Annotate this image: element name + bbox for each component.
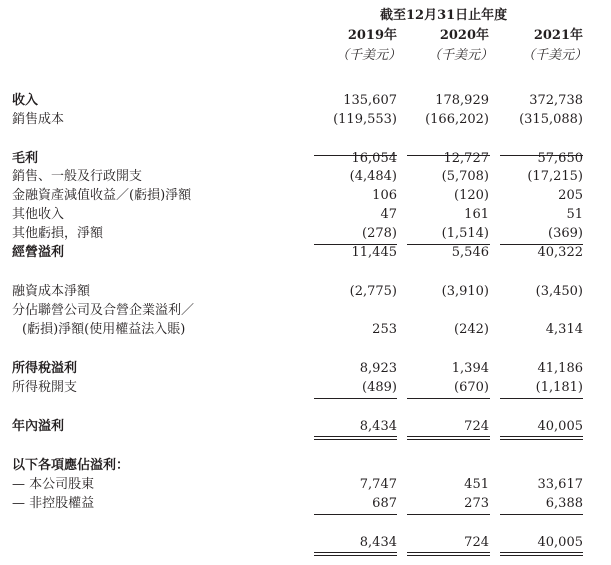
row-value: (3,910) bbox=[441, 284, 489, 299]
row-value: 8,923 bbox=[359, 361, 397, 376]
row-label-finance-costs: 融資成本淨額 bbox=[12, 284, 91, 299]
row-value: 106 bbox=[372, 188, 397, 203]
total-double-rule bbox=[314, 439, 397, 440]
row-value: 687 bbox=[372, 496, 397, 511]
row-value: (489) bbox=[362, 380, 397, 395]
row-value: 724 bbox=[464, 535, 489, 550]
total-double-rule bbox=[407, 436, 490, 437]
row-value: 1,394 bbox=[451, 361, 489, 376]
total-double-rule bbox=[314, 552, 397, 553]
row-value: 40,005 bbox=[537, 535, 583, 550]
row-label-operating-profit: 經營溢利 bbox=[12, 245, 65, 260]
row-label-share-of-associates-line2: (虧損)淨額(使用權益法入賬) bbox=[22, 322, 186, 337]
row-value: 451 bbox=[464, 477, 489, 492]
row-value: 33,617 bbox=[537, 477, 583, 492]
row-value: 135,607 bbox=[343, 93, 397, 108]
total-double-rule bbox=[500, 552, 583, 553]
row-value: (4,484) bbox=[349, 169, 397, 184]
row-label-income-tax: 所得稅開支 bbox=[12, 380, 78, 395]
row-value: 40,322 bbox=[537, 245, 583, 260]
total-double-rule bbox=[407, 439, 490, 440]
row-value: (1,181) bbox=[535, 380, 583, 395]
row-value: 253 bbox=[372, 322, 397, 337]
row-value: 41,186 bbox=[537, 361, 583, 376]
total-double-rule bbox=[314, 555, 397, 556]
row-label-shareholders: — 本公司股東 bbox=[12, 477, 95, 492]
subtotal-rule bbox=[314, 514, 397, 515]
row-value: (369) bbox=[548, 226, 583, 241]
total-double-rule bbox=[407, 552, 490, 553]
total-double-rule bbox=[500, 439, 583, 440]
row-value: 205 bbox=[558, 188, 583, 203]
row-value: (119,553) bbox=[333, 112, 397, 127]
row-value: (315,088) bbox=[519, 112, 583, 127]
subtotal-rule bbox=[314, 398, 397, 399]
row-label-gross-profit: 毛利 bbox=[12, 151, 39, 166]
row-label-cost-of-sales: 銷售成本 bbox=[12, 112, 65, 127]
total-double-rule bbox=[500, 555, 583, 556]
unit-2019: （千美元） bbox=[335, 48, 401, 63]
row-label-sga: 銷售、一般及行政開支 bbox=[12, 169, 143, 184]
row-value: 57,650 bbox=[537, 151, 583, 166]
total-double-rule bbox=[500, 436, 583, 437]
subtotal-rule bbox=[500, 514, 583, 515]
total-double-rule bbox=[314, 436, 397, 437]
row-value: 8,434 bbox=[359, 419, 397, 434]
row-label-attributable-to: 以下各項應佔溢利： bbox=[12, 458, 130, 473]
row-value: 6,388 bbox=[545, 496, 583, 511]
year-2021-header: 2021年 bbox=[533, 28, 583, 43]
row-value: 178,929 bbox=[435, 93, 489, 108]
row-value: (3,450) bbox=[535, 284, 583, 299]
year-2020-header: 2020年 bbox=[439, 28, 489, 43]
unit-2020: （千美元） bbox=[427, 48, 493, 63]
year-2019-header: 2019年 bbox=[347, 28, 397, 43]
row-label-other-losses: 其他虧損，淨額 bbox=[12, 226, 104, 241]
total-double-rule bbox=[407, 555, 490, 556]
row-value: 5,546 bbox=[451, 245, 489, 260]
row-value: (17,215) bbox=[527, 169, 583, 184]
row-label-impairment: 金融資產減值收益／(虧損)淨額 bbox=[12, 188, 192, 203]
row-value: (670) bbox=[454, 380, 489, 395]
subtotal-rule bbox=[407, 514, 490, 515]
period-title: 截至12月31日止年度 bbox=[380, 8, 508, 23]
row-value: 12,727 bbox=[443, 151, 489, 166]
row-value: 161 bbox=[464, 207, 489, 222]
row-value: 724 bbox=[464, 419, 489, 434]
row-value: (166,202) bbox=[425, 112, 489, 127]
row-value: (120) bbox=[454, 188, 489, 203]
row-value: (1,514) bbox=[441, 226, 489, 241]
row-value: (5,708) bbox=[441, 169, 489, 184]
row-value: 273 bbox=[464, 496, 489, 511]
row-value: 372,738 bbox=[529, 93, 583, 108]
row-label-profit-for-year: 年內溢利 bbox=[12, 419, 65, 434]
row-value: 47 bbox=[380, 207, 397, 222]
row-value: 4,314 bbox=[545, 322, 583, 337]
row-value: 8,434 bbox=[359, 535, 397, 550]
row-label-non-controlling: — 非控股權益 bbox=[12, 496, 95, 511]
row-label-revenue: 收入 bbox=[12, 93, 39, 108]
subtotal-rule bbox=[500, 398, 583, 399]
row-value: 40,005 bbox=[537, 419, 583, 434]
row-label-other-income: 其他收入 bbox=[12, 207, 65, 222]
unit-2021: （千美元） bbox=[521, 48, 587, 63]
row-value: 11,445 bbox=[351, 245, 397, 260]
row-value: (242) bbox=[454, 322, 489, 337]
subtotal-rule bbox=[407, 398, 490, 399]
row-label-share-of-associates-line1: 分佔聯營公司及合營企業溢利／ bbox=[12, 303, 195, 318]
row-value: 51 bbox=[566, 207, 583, 222]
row-value: (278) bbox=[362, 226, 397, 241]
row-label-profit-before-tax: 所得稅溢利 bbox=[12, 361, 78, 376]
row-value: 16,054 bbox=[351, 151, 397, 166]
row-value: 7,747 bbox=[359, 477, 397, 492]
row-value: (2,775) bbox=[349, 284, 397, 299]
